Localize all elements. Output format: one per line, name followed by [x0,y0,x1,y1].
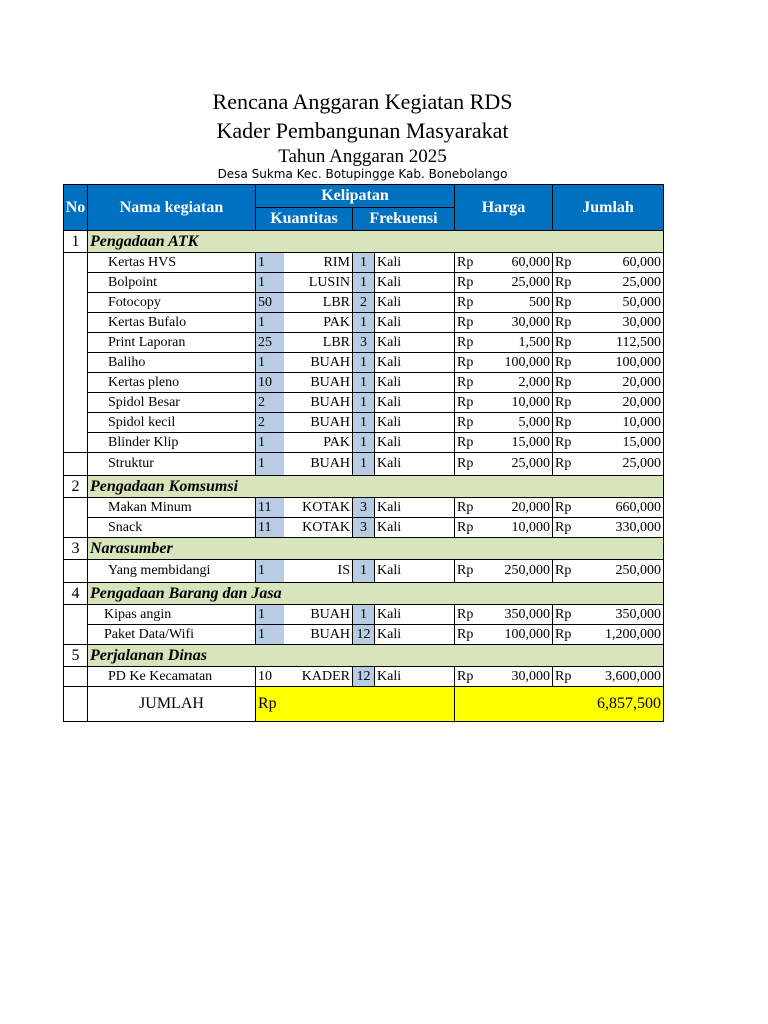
item-qty: 50 [256,293,284,313]
item-total-currency: Rp [553,293,591,313]
item-price-currency: Rp [455,353,495,373]
item-unit: BUAH [284,393,353,413]
item-qty: 1 [256,313,284,333]
item-total: 100,000 [591,353,664,373]
category-row [64,538,664,560]
number-cell-empty [64,605,88,645]
item-freq: 1 [353,373,375,393]
item-qty: 1 [256,625,284,645]
item-freq: 1 [353,273,375,293]
header-nama-kegiatan: Nama kegiatan [88,185,256,231]
budget-table [63,184,664,722]
item-price: 10,000 [495,393,553,413]
item-price-currency: Rp [455,560,495,583]
table-row [64,560,664,583]
item-total-currency: Rp [553,273,591,293]
item-price-currency: Rp [455,273,495,293]
item-unit: PAK [284,313,353,333]
header-no: No [64,185,88,231]
category-name: Pengadaan Barang dan Jasa [88,583,664,605]
item-freq-unit: Kali [375,498,455,518]
item-price-currency: Rp [455,518,495,538]
table-row [64,605,664,625]
header-harga: Harga [455,185,553,231]
item-total: 25,000 [591,453,664,476]
document-title-line2: Kader Pembangunan Masyarakat [216,118,509,143]
item-price: 100,000 [495,353,553,373]
total-row [64,687,664,722]
table-row [64,313,664,333]
item-total-currency: Rp [553,605,591,625]
item-price: 100,000 [495,625,553,645]
item-total: 20,000 [591,373,664,393]
item-unit: BUAH [284,373,353,393]
item-freq-unit: Kali [375,333,455,353]
item-total: 20,000 [591,393,664,413]
item-freq: 1 [353,253,375,273]
item-qty: 10 [256,373,284,393]
category-row [64,583,664,605]
item-freq-unit: Kali [375,433,455,453]
item-price: 60,000 [495,253,553,273]
table-row [64,625,664,645]
item-freq: 1 [353,313,375,333]
item-name: Print Laporan [88,333,256,353]
item-name: Kertas HVS [88,253,256,273]
total-label: JUMLAH [88,687,256,722]
item-freq: 1 [353,453,375,476]
item-total-currency: Rp [553,560,591,583]
item-qty: 1 [256,605,284,625]
item-price-currency: Rp [455,498,495,518]
category-row [64,476,664,498]
item-freq: 12 [353,667,375,687]
item-price-currency: Rp [455,373,495,393]
table-row [64,373,664,393]
item-price: 1,500 [495,333,553,353]
item-unit: BUAH [284,413,353,433]
item-total: 10,000 [591,413,664,433]
item-name: Snack [88,518,256,538]
item-total-currency: Rp [553,253,591,273]
item-price-currency: Rp [455,605,495,625]
item-freq: 12 [353,625,375,645]
item-name: Makan Minum [88,498,256,518]
item-total: 3,600,000 [591,667,664,687]
item-name: Bolpoint [88,273,256,293]
item-price-currency: Rp [455,433,495,453]
item-freq-unit: Kali [375,453,455,476]
item-freq: 2 [353,293,375,313]
category-number: 4 [64,583,88,605]
item-price: 20,000 [495,498,553,518]
item-total-currency: Rp [553,667,591,687]
item-qty: 1 [256,433,284,453]
item-price-currency: Rp [455,313,495,333]
item-total: 15,000 [591,433,664,453]
item-qty: 25 [256,333,284,353]
item-freq-unit: Kali [375,373,455,393]
item-name: Blinder Klip [88,433,256,453]
location-subtitle: Desa Sukma Kec. Botupingge Kab. Bonebolango [217,167,508,181]
number-cell-empty [64,560,88,583]
item-total-currency: Rp [553,373,591,393]
item-name: Baliho [88,353,256,373]
number-cell-empty [64,453,88,476]
item-unit: IS [284,560,353,583]
item-freq-unit: Kali [375,293,455,313]
total-currency: Rp [256,687,455,722]
item-qty: 1 [256,453,284,476]
table-row [64,273,664,293]
item-name: Spidol Besar [88,393,256,413]
item-total-currency: Rp [553,433,591,453]
total-empty-cell [64,687,88,722]
category-number: 2 [64,476,88,498]
item-qty: 1 [256,353,284,373]
item-freq-unit: Kali [375,605,455,625]
item-name: Yang membidangi [88,560,256,583]
item-freq-unit: Kali [375,667,455,687]
category-name: Perjalanan Dinas [88,645,664,667]
item-price: 25,000 [495,453,553,476]
item-qty: 2 [256,413,284,433]
category-number: 3 [64,538,88,560]
item-total: 330,000 [591,518,664,538]
item-price: 10,000 [495,518,553,538]
item-freq: 1 [353,353,375,373]
item-price: 500 [495,293,553,313]
item-freq: 3 [353,498,375,518]
item-name: Spidol kecil [88,413,256,433]
number-cell-empty [64,253,88,453]
item-unit: BUAH [284,353,353,373]
item-freq: 1 [353,605,375,625]
header-kelipatan: Kelipatan [256,185,455,208]
table-row [64,293,664,313]
item-name: Paket Data/Wifi [88,625,256,645]
item-freq-unit: Kali [375,393,455,413]
item-qty: 1 [256,253,284,273]
item-qty: 2 [256,393,284,413]
item-freq-unit: Kali [375,625,455,645]
item-total-currency: Rp [553,625,591,645]
item-total: 30,000 [591,313,664,333]
item-price-currency: Rp [455,453,495,476]
category-row [64,231,664,253]
item-total-currency: Rp [553,413,591,433]
item-freq: 1 [353,393,375,413]
category-name: Pengadaan Komsumsi [88,476,664,498]
item-price-currency: Rp [455,625,495,645]
table-row [64,667,664,687]
table-row [64,453,664,476]
item-price-currency: Rp [455,293,495,313]
item-freq: 3 [353,518,375,538]
header-frekuensi: Frekuensi [353,208,455,231]
table-row [64,433,664,453]
item-freq: 1 [353,560,375,583]
item-price: 250,000 [495,560,553,583]
item-price: 30,000 [495,313,553,333]
item-total: 50,000 [591,293,664,313]
item-total: 112,500 [591,333,664,353]
item-price: 30,000 [495,667,553,687]
item-name: PD Ke Kecamatan [88,667,256,687]
item-unit: KOTAK [284,518,353,538]
item-name: Kertas Bufalo [88,313,256,333]
item-price: 15,000 [495,433,553,453]
item-price-currency: Rp [455,667,495,687]
item-qty: 11 [256,498,284,518]
category-row [64,645,664,667]
number-cell-empty [64,667,88,687]
item-freq: 1 [353,433,375,453]
item-unit: BUAH [284,453,353,476]
item-unit: KADER [284,667,353,687]
table-row [64,393,664,413]
item-total: 25,000 [591,273,664,293]
item-price-currency: Rp [455,413,495,433]
item-unit: LUSIN [284,273,353,293]
item-total-currency: Rp [553,333,591,353]
item-price-currency: Rp [455,253,495,273]
item-freq-unit: Kali [375,413,455,433]
item-total: 60,000 [591,253,664,273]
item-unit: PAK [284,433,353,453]
item-unit: LBR [284,293,353,313]
item-total-currency: Rp [553,498,591,518]
item-unit: KOTAK [284,498,353,518]
item-unit: BUAH [284,605,353,625]
item-price: 350,000 [495,605,553,625]
table-row [64,498,664,518]
category-name: Narasumber [88,538,664,560]
item-unit: RIM [284,253,353,273]
item-total-currency: Rp [553,518,591,538]
item-name: Struktur [88,453,256,476]
item-total: 250,000 [591,560,664,583]
item-price-currency: Rp [455,393,495,413]
table-row [64,518,664,538]
item-total: 350,000 [591,605,664,625]
table-row [64,253,664,273]
document-title: Rencana Anggaran Kegiatan RDS [212,89,513,114]
category-number: 5 [64,645,88,667]
item-total-currency: Rp [553,393,591,413]
item-qty: 1 [256,560,284,583]
item-qty: 10 [256,667,284,687]
item-unit: LBR [284,333,353,353]
item-name: Fotocopy [88,293,256,313]
item-freq: 3 [353,333,375,353]
item-freq-unit: Kali [375,560,455,583]
item-freq-unit: Kali [375,313,455,333]
header-jumlah: Jumlah [553,185,664,231]
item-total-currency: Rp [553,453,591,476]
item-name: Kertas pleno [88,373,256,393]
item-price: 25,000 [495,273,553,293]
item-freq: 1 [353,413,375,433]
table-row [64,413,664,433]
budget-year: Tahun Anggaran 2025 [278,146,447,167]
item-price-currency: Rp [455,333,495,353]
item-price: 5,000 [495,413,553,433]
item-freq-unit: Kali [375,273,455,293]
number-cell-empty [64,498,88,538]
item-total: 660,000 [591,498,664,518]
category-name: Pengadaan ATK [88,231,664,253]
total-value: 6,857,500 [455,687,664,722]
item-total-currency: Rp [553,313,591,333]
category-number: 1 [64,231,88,253]
item-freq-unit: Kali [375,518,455,538]
item-total-currency: Rp [553,353,591,373]
item-name: Kipas angin [88,605,256,625]
item-qty: 11 [256,518,284,538]
table-row [64,353,664,373]
item-qty: 1 [256,273,284,293]
table-row [64,333,664,353]
header-kuantitas: Kuantitas [256,208,353,231]
item-freq-unit: Kali [375,253,455,273]
item-total: 1,200,000 [591,625,664,645]
item-price: 2,000 [495,373,553,393]
item-freq-unit: Kali [375,353,455,373]
item-unit: BUAH [284,625,353,645]
